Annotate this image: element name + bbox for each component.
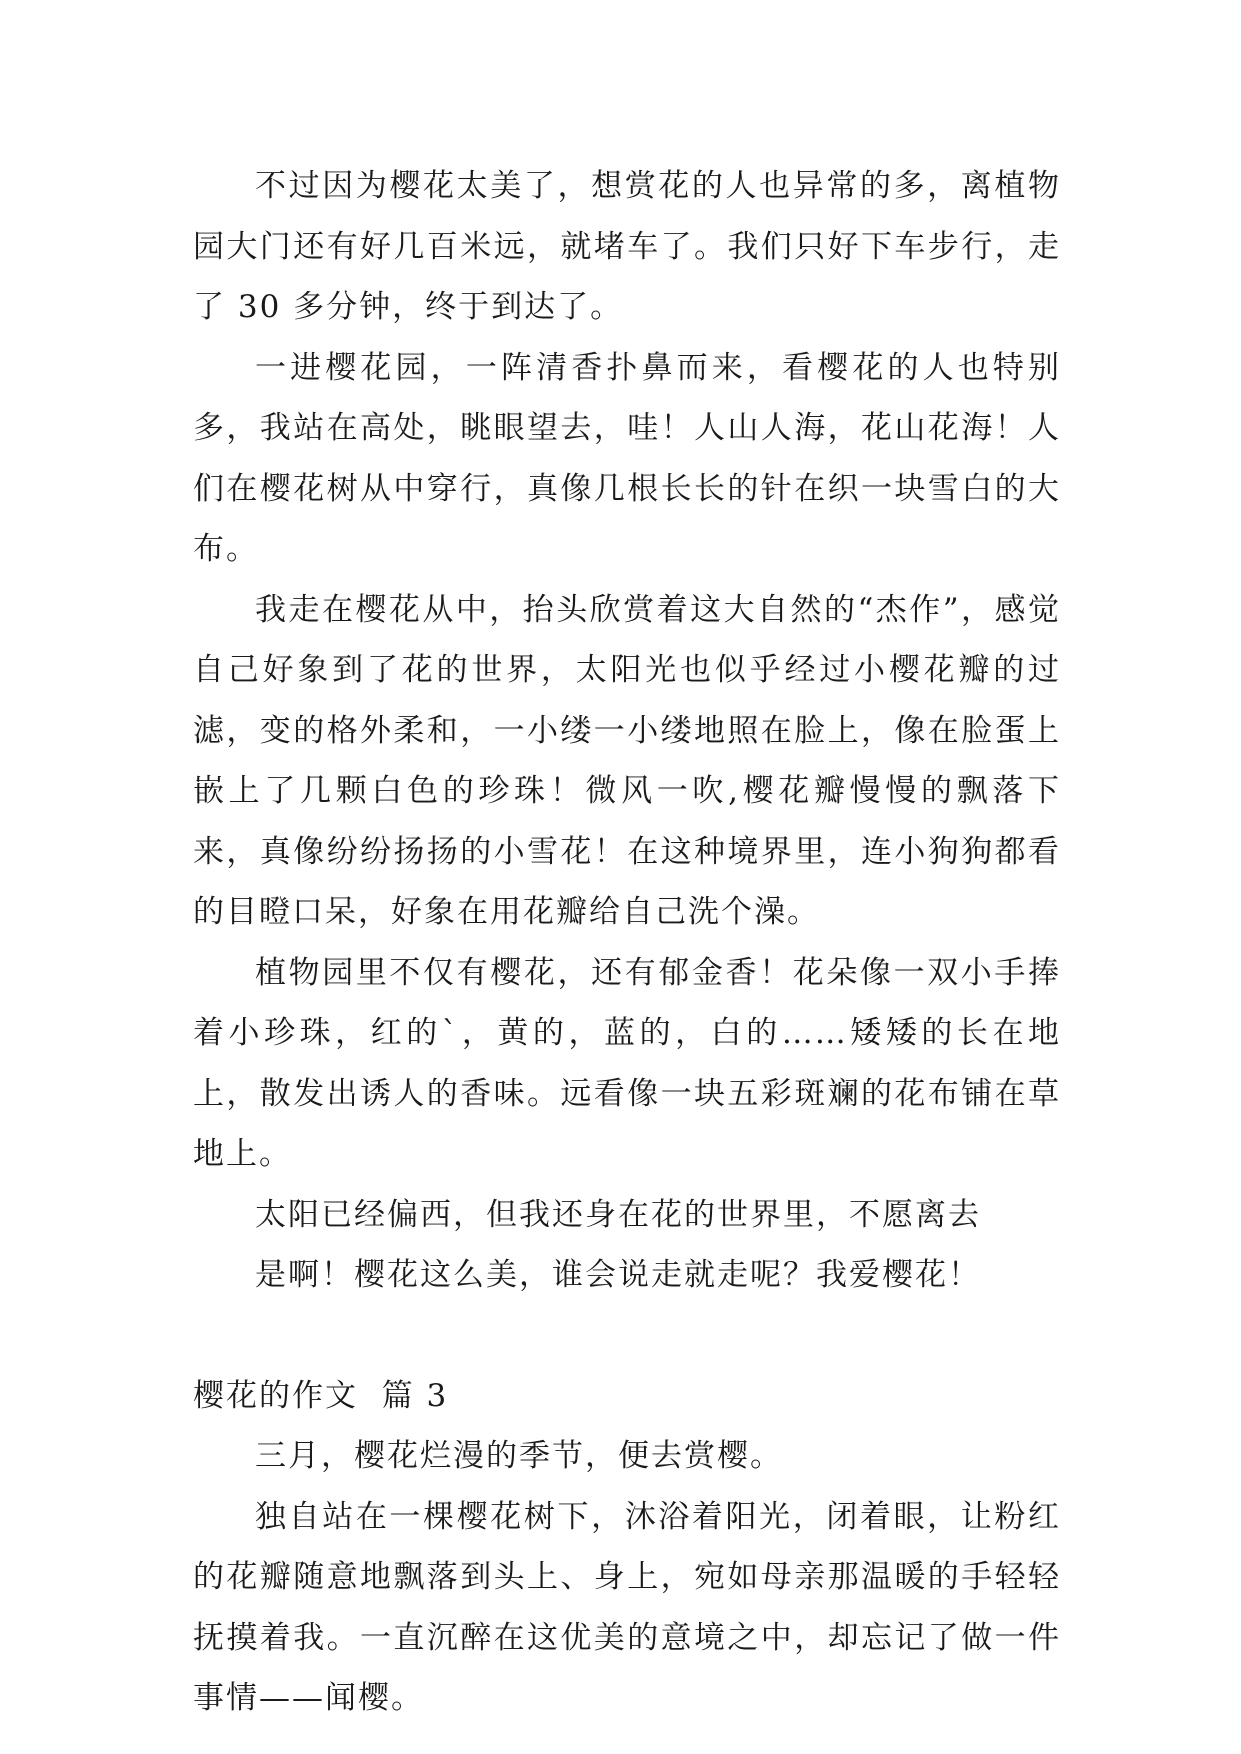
paragraph-1: 不过因为樱花太美了，想赏花的人也异常的多，离植物园大门还有好几百米远，就堵车了。我们只好下车步行，走了 30 多分钟，终于到达了。: [193, 168, 1061, 325]
section-heading: 樱花的作文 篇 3: [193, 1377, 449, 1414]
paragraph-3: 我走在樱花从中，抬头欣赏着这大自然的“杰作”，感觉自己好象到了花的世界，太阳光也似乎经过小樱花瓣的过滤，变的格外柔和，一小缕一小缕地照在脸上，像在脸蛋上嵌上了几颗白色的珍珠！微风一吹,樱花瓣慢慢的飘落下来，真像纷纷扬扬的小雪花！在这种境界里，连小狗狗都看的目瞪口呆，好象在用花瓣给自己洗个澡。: [193, 591, 1061, 930]
paragraph-5: 太阳已经偏西，但我还身在花的世界里，不愿离去: [255, 1196, 981, 1233]
essay-body: [193, 156, 1061, 1729]
paragraph-8: 独自站在一棵樱花树下，沐浴着阳光，闭着眼，让粉红的花瓣随意地飘落到头上、身上，宛如母亲那温暖的手轻轻抚摸着我。一直沉醉在这优美的意境之中，却忘记了做一件事情——闻樱。: [193, 1498, 1061, 1716]
paragraph-4: 植物园里不仅有樱花，还有郁金香！花朵像一双小手捧着小珍珠，红的`，黄的，蓝的，白的……矮矮的长在地上，散发出诱人的香味。远看像一块五彩斑斓的花布铺在草地上。: [193, 954, 1061, 1172]
paragraph-6: 是啊！樱花这么美，谁会说走就走呢？我爱樱花！: [255, 1257, 981, 1293]
paragraph-2: 一进樱花园，一阵清香扑鼻而来，看樱花的人也特别多，我站在高处，眺眼望去，哇！人山人海，花山花海！人们在樱花树从中穿行，真像几根长长的针在织一块雪白的大布。: [193, 349, 1061, 567]
paragraph-7: 三月，樱花烂漫的季节，便去赏樱。: [255, 1438, 783, 1474]
